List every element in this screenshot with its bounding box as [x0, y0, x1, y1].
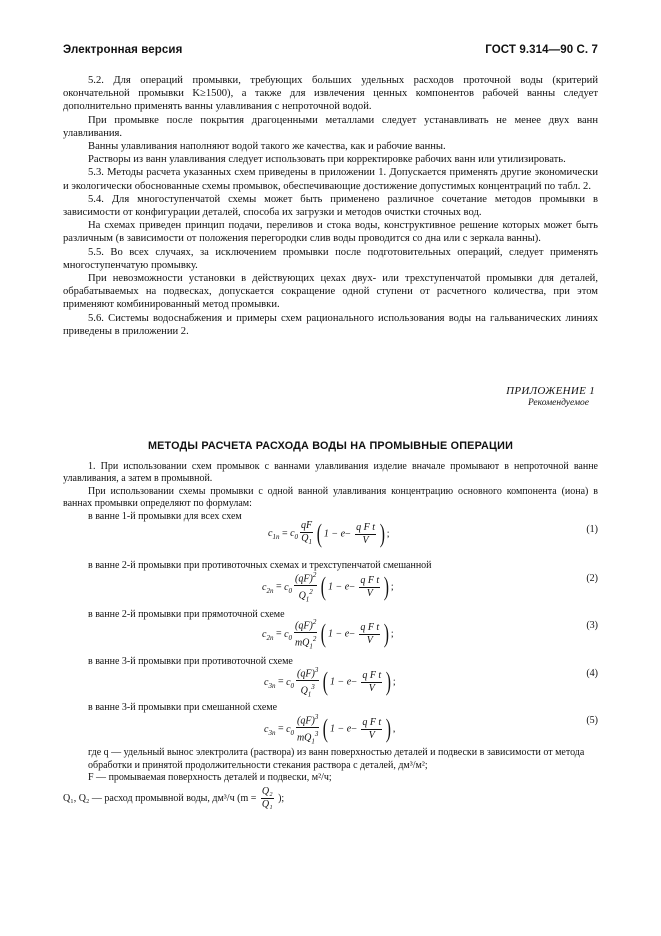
formula-denominator-sub: 1 [309, 642, 313, 651]
glossary-text: промываемая поверхность деталей и подвески, м²/ч; [108, 772, 332, 783]
formula-lhs: $c_{2п}$ [262, 628, 274, 642]
formula-exp-minus: − [351, 723, 360, 735]
formula-open-paren: ( [321, 572, 327, 602]
formula-denominator: $Q_1^3$ [300, 683, 315, 699]
formula-open-paren: ( [323, 667, 329, 697]
glossary-q1q2 [63, 786, 598, 811]
formula-close-paren: ) [379, 519, 385, 548]
formula-open-paren: ( [321, 619, 327, 649]
formula-exp-fraction [359, 575, 380, 600]
formula-3 [262, 616, 394, 650]
formula-numerator-sup: 3 [314, 666, 319, 674]
formula-4 [264, 664, 396, 698]
formula-exp-numerator: q F t [362, 669, 382, 681]
formula-lhs: $c_{2п}$ [262, 581, 274, 595]
formula-end-punct: ; [392, 676, 396, 688]
formula-exponent [349, 622, 382, 647]
header-edition: Электронная версия [63, 44, 183, 56]
formula-exp-denominator: V [362, 534, 369, 546]
formula-exp-minus: − [349, 581, 358, 593]
paragraph: 1. При использовании схем промывок с ваннами улавливания изделие вначале промывают в непроточной ванне улавливания, а затем в промывной. [63, 461, 598, 485]
formula-close-paren: ) [383, 572, 390, 602]
formula-coef-sub: 0 [288, 633, 293, 642]
formula-open-paren: ( [316, 519, 323, 548]
formula-label: в ванне 2-й промывки при прямоточной схеме [88, 609, 285, 620]
formula-end-punct: , [392, 723, 396, 735]
formula-numerator: (qF)$^2$ [295, 618, 317, 632]
formula-exp-denominator: V [366, 587, 373, 599]
formula-denominator-sup: 2 [309, 588, 313, 597]
glossary-term: где q — [88, 747, 122, 758]
formula-lhs-sub: 1п [272, 533, 280, 542]
formula-fraction [294, 616, 317, 653]
formula-coef: $c_0$ [284, 581, 293, 595]
formula-equals: = [279, 528, 291, 540]
formula-denominator-sup: 3 [311, 683, 315, 692]
formula-denominator-sup: 3 [314, 730, 319, 739]
appendix-intro [63, 461, 598, 511]
paragraph: Растворы из ванн улавливания следует использовать при корректировке рабочих ванн или утилизировать. [88, 154, 566, 166]
formula-close-paren: ) [383, 619, 390, 649]
formula-fraction [296, 664, 319, 701]
paragraph: 5.2. Для операций промывки, требующих больших удельных расходов проточной воды (критерий окончательной промывки K≥1500), а также для извлечения ценных компонентов рабочей ванны следует дополнительно применять ванны улавливания с непроточной водой. [63, 75, 598, 113]
formula-denominator-sub: 1 [311, 737, 315, 746]
formula-numerator: (qF)$^3$ [297, 666, 319, 680]
glossary-term: Q₁, Q₂ — [63, 792, 102, 804]
formula-exp-numerator: q F t [360, 621, 380, 633]
paragraph: При использовании схемы промывки с одной ванной улавливания концентрацию основного компонента (иона) в ваннах промывки определяют по формулам: [63, 485, 598, 510]
formula-exp-denominator: V [368, 729, 375, 741]
formula-exp-denominator: V [366, 634, 373, 646]
formula-number: (1) [586, 524, 598, 535]
formula-denominator-sup: 2 [312, 635, 317, 644]
appendix-title: ПРИЛОЖЕНИЕ 1 [506, 385, 595, 397]
formula-label: в ванне 3-й промывки при смешанной схеме [88, 702, 278, 713]
formula-coef: $c_0$ [284, 628, 293, 642]
section-5-text [63, 74, 598, 338]
formula-lhs: $c_{3п}$ [264, 723, 276, 737]
formula-denominator: $mQ_1^2$ [294, 635, 317, 651]
formula-equals: = [273, 581, 285, 593]
formula-end-punct: ; [386, 528, 390, 540]
formula-exp-fraction [361, 717, 382, 742]
ratio-fraction [261, 786, 274, 811]
formula-close-paren: ) [385, 667, 392, 697]
formula-numerator-sup: 2 [312, 618, 317, 626]
paragraph: 5.5. Во всех случаях, за исключением промывки после подготовительных операций, следует применять многоступенчатую промывку. [63, 246, 598, 271]
formula-coef: $c_0$ [290, 528, 299, 542]
formula-open-paren: ( [323, 714, 329, 744]
formula-exp-numerator: q F t [356, 521, 376, 533]
formula-exp-denominator: V [368, 682, 375, 694]
formula-exponent [345, 522, 378, 547]
glossary-tail: ); [278, 792, 285, 804]
formula-denominator: $Q_1^2$ [298, 588, 313, 604]
formula-lhs-sub: 2п [266, 633, 274, 642]
formula-number: (2) [586, 573, 598, 584]
formula-label: в ванне 1-й промывки для всех схем [88, 511, 242, 522]
formula-exponent [349, 575, 382, 600]
formula-number: (4) [586, 668, 598, 679]
paragraph: 5.6. Системы водоснабжения и примеры схем рационального использования воды на гальванических линиях приведены в приложении 2. [63, 312, 598, 337]
formula-1 [268, 520, 390, 554]
formula-exp-minus: − [349, 628, 358, 640]
formula-fraction [294, 569, 317, 606]
formula-numerator: (qF)$^3$ [297, 713, 319, 727]
formula-coef-sub: 0 [294, 533, 299, 542]
formula-exp-fraction [359, 622, 380, 647]
formula-equals: = [275, 676, 287, 688]
paragraph: При промывке после покрытия драгоценными металлами следует устанавливать не менее двух ванн улавливания. [63, 114, 598, 139]
formula-equals: = [273, 628, 285, 640]
formula-one-minus-e: 1 − e [330, 723, 352, 735]
paragraph: При невозможности установки в действующих цехах двух- или трехступенчатой промывки для деталей, обрабатываемых на подвесках, допускается сокращение одной ступени от расчетного количества, при этом применяют комбинированный метод промывки. [63, 273, 598, 311]
formula-numerator-sup: 3 [314, 713, 319, 721]
glossary-f [88, 772, 598, 785]
formula-exp-fraction [361, 670, 382, 695]
formula-fraction [300, 520, 313, 548]
ratio-denominator: Q₁ [261, 799, 273, 810]
formula-one-minus-e: 1 − e [323, 528, 346, 540]
formula-exponent [351, 670, 384, 695]
formula-one-minus-e: 1 − e [330, 676, 352, 688]
formula-one-minus-e: 1 − e [328, 628, 350, 640]
glossary-text: расход промывной воды, дм³/ч (m = [104, 792, 257, 804]
formula-close-paren: ) [385, 714, 392, 744]
formula-label: в ванне 3-й промывки при противоточной схеме [88, 656, 293, 667]
formula-coef-sub: 0 [290, 681, 295, 690]
formula-numerator: qF [301, 520, 313, 531]
formula-end-punct: ; [390, 628, 394, 640]
glossary-q [88, 747, 598, 772]
formula-denominator: $mQ_1^3$ [296, 730, 319, 746]
formula-denominator-sub: 1 [305, 595, 310, 604]
formula-denominator: $Q_1$ [301, 533, 312, 546]
formula-exp-numerator: q F t [360, 574, 380, 586]
formula-exp-minus: − [351, 676, 360, 688]
formula-fraction [296, 711, 319, 748]
formula-5 [264, 711, 395, 745]
header-standard-page: ГОСТ 9.314—90 С. 7 [485, 44, 598, 56]
paragraph: 5.3. Методы расчета указанных схем приведены в приложении 1. Допускается применять другие экономически и экологически обоснованные схемы промывок, обеспечивающие достижение допустимых концентраций по табл. 2. [63, 167, 598, 192]
formula-lhs-sub: 2п [266, 586, 274, 595]
formula-denominator-sub: 1 [308, 538, 312, 546]
glossary-term: F — [88, 772, 107, 783]
paragraph: 5.4. Для многоступенчатой схемы может быть применено различное сочетание методов промывки в зависимости от конфигурации деталей, способа их загрузки и методов очистки сточных вод. [63, 193, 598, 219]
formula-label: в ванне 2-й промывки при противоточных схемах и трехступенчатой смешанной [88, 560, 432, 571]
formula-coef-sub: 0 [290, 728, 295, 737]
formula-2 [262, 569, 394, 603]
section-title: МЕТОДЫ РАСЧЕТА РАСХОДА ВОДЫ НА ПРОМЫВНЫЕ ОПЕРАЦИИ [147, 440, 514, 452]
appendix-subtitle: Рекомендуемое [527, 398, 589, 408]
formula-equals: = [275, 723, 287, 735]
formula-one-minus-e: 1 − e [328, 581, 350, 593]
formula-exp-minus: − [345, 528, 354, 540]
formula-denominator-sub: 1 [307, 690, 312, 699]
glossary-text: удельный вынос электролита (раствора) из ванн поверхностью деталей и подвески в зависимости от метода обработки и принятой продолжительности стекания раствора с деталей, дм³/м²; [88, 747, 585, 771]
formula-number: (5) [586, 715, 598, 726]
formula-coef: $c_0$ [286, 723, 295, 737]
formula-exp-fraction [355, 522, 376, 547]
formula-coef: $c_0$ [286, 676, 295, 690]
formula-exp-numerator: q F t [362, 716, 382, 728]
formula-coef-sub: 0 [288, 586, 293, 595]
ratio-numerator: Q₂ [261, 786, 273, 797]
formula-numerator: (qF)$^2$ [295, 571, 317, 585]
paragraph: Ванны улавливания наполняют водой такого же качества, как и рабочие ванны. [88, 141, 446, 153]
formula-exponent [351, 717, 384, 742]
paragraph: На схемах приведен принцип подачи, переливов и стока воды, конструктивное решение которых может быть различным (в зависимости от положения перегородки слив воды проводится со дна или с зеркала ванны). [63, 220, 598, 245]
formula-lhs-sub: 3п [268, 728, 276, 737]
formula-end-punct: ; [390, 581, 394, 593]
formula-numerator-sup: 2 [312, 571, 317, 579]
formula-lhs: $c_{1п}$ [268, 528, 280, 542]
formula-number: (3) [586, 620, 598, 631]
formula-lhs-sub: 3п [268, 681, 276, 690]
formula-lhs: $c_{3п}$ [264, 676, 276, 690]
